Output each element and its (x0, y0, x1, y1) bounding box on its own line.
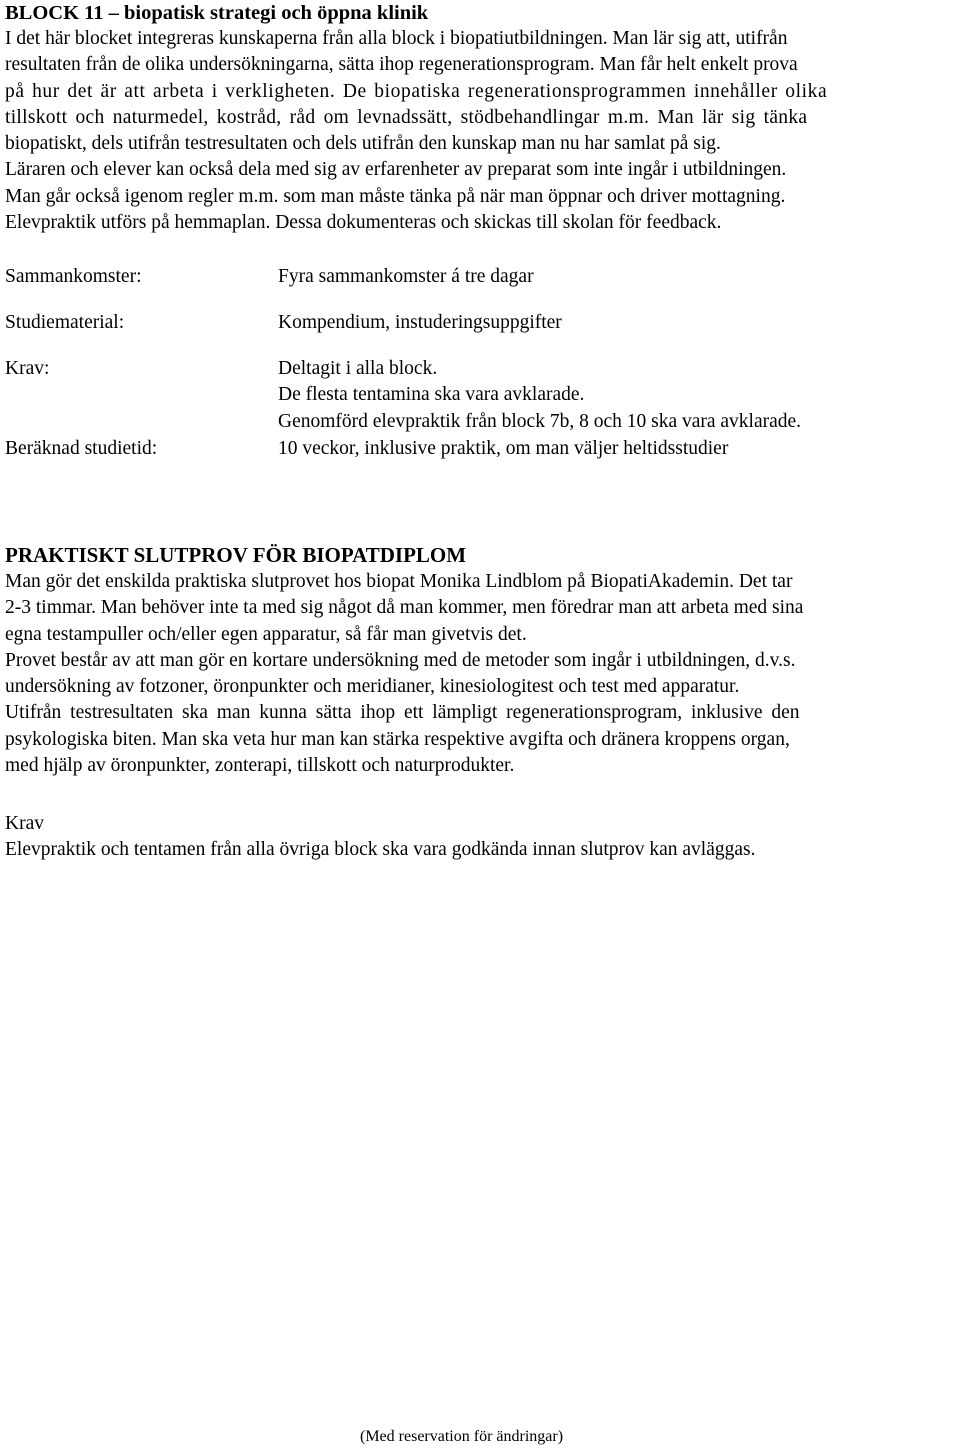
slutprov-line: egna testampuller och/eller egen apparatur, så får man givetvis det. (5, 623, 527, 645)
studietid-value: 10 veckor, inklusive praktik, om man väljer heltidsstudier (278, 438, 729, 459)
slutprov-line: Provet består av att man gör en kortare undersökning med de metoder som ingår i utbildningen, d.v.s. (5, 649, 796, 671)
block-title: BLOCK 11 – biopatisk strategi och öppna klinik (5, 2, 429, 24)
slutprov-title: PRAKTISKT SLUTPROV FÖR BIOPATDIPLOM (5, 543, 467, 567)
block-intro-line: Läraren och elever kan också dela med sig av erfarenheter av preparat som inte ingår i utbildningen. (5, 159, 787, 181)
slutprov-line: Man gör det enskilda praktiska slutprovet hos biopat Monika Lindblom på BiopatiAkademin. Det tar (5, 571, 793, 592)
slutprov-line: med hjälp av öronpunkter, zonterapi, tillskott och naturprodukter. (5, 755, 515, 777)
block-intro-line: resultaten från de olika undersökningarna, sätta ihop regenerationsprogram. Man får helt enkelt prova (5, 54, 798, 76)
final-krav-title: Krav (5, 813, 44, 834)
krav-value-line: Genomförd elevpraktik från block 7b, 8 och 10 ska vara avklarade. (278, 411, 802, 432)
studietid-label: Beräknad studietid: (5, 438, 158, 459)
studiematerial-label: Studiematerial: (5, 312, 125, 333)
block-section (5, 0, 955, 236)
slutprov-section (5, 541, 955, 779)
block-intro-line: biopatiskt, dels utifrån testresultaten och dels utifrån den kunskap man nu har samlat på sig. (5, 133, 721, 155)
footer-note: (Med reservation för ändringar) (360, 1428, 564, 1445)
block-intro-line: Elevpraktik utförs på hemmaplan. Dessa dokumenteras och skickas till skolan för feedback. (5, 212, 722, 234)
final-krav-text: Elevpraktik och tentamen från alla övriga block ska vara godkända innan slutprov kan avläggas. (5, 839, 756, 861)
krav-label: Krav: (5, 358, 50, 379)
sammankomster-label: Sammankomster: (5, 266, 142, 287)
block-intro-line: I det här blocket integreras kunskaperna från alla block i biopatiutbildningen. Man lär sig att, utifrån (5, 28, 788, 49)
block-intro-line: tillskott och naturmedel, kostråd, råd om levnadssätt, stödbehandlingar m.m. Man lär sig tänka (5, 106, 808, 128)
slutprov-line: psykologiska biten. Man ska veta hur man kan stärka respektive avgifta och dränera kroppens organ, (5, 728, 790, 750)
krav-value-line: Deltagit i alla block. (278, 358, 438, 379)
block-intro-line: Man går också igenom regler m.m. som man måste tänka på när man öppnar och driver mottagning. (5, 185, 786, 207)
slutprov-line: Utifrån testresultaten ska man kunna sätta ihop ett lämpligt regenerationsprogram, inklusive den (5, 702, 800, 724)
slutprov-line: 2-3 timmar. Man behöver inte ta med sig något då man kommer, men föredrar man att arbeta med sina (5, 597, 804, 619)
studiematerial-value: Kompendium, instuderingsuppgifter (278, 312, 562, 333)
krav-value-line: De flesta tentamina ska vara avklarade. (278, 384, 585, 405)
slutprov-line: undersökning av fotzoner, öronpunkter och meridianer, kinesiologitest och test med apparatur. (5, 676, 740, 698)
sammankomster-value: Fyra sammankomster á tre dagar (278, 266, 534, 287)
final-krav-section (5, 811, 955, 864)
block-intro-line: på hur det är att arbeta i verkligheten. De biopatiska regenerationsprogrammen innehåller olika (5, 80, 828, 102)
